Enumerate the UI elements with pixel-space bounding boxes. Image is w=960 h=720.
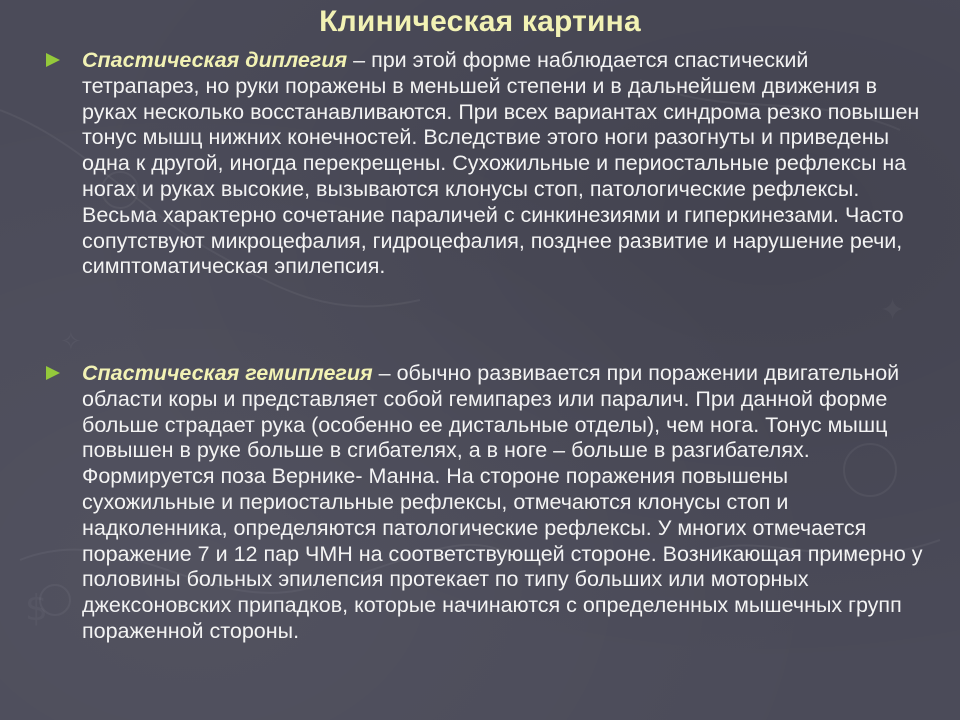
bullet-term: Спастическая гемиплегия (82, 361, 373, 385)
bullet-item-spastic-hemiplegia (46, 361, 926, 645)
green-triangle-bullet-icon (46, 53, 60, 67)
bullet-text: – обычно развивается при поражении двигательной области коры и представляет собой гемипарез или паралич. При данной форме больше страдает рука (особенно ее дистальные отделы), чем нога. Тонус мышц повышен в руке больше в сгибателях, а в ноге – больше в разгибателях. Формируется поза Вернике- Манна. На стороне поражения повышены сухожильные и периостальные рефлексы, отмечаются клонусы стоп и надколенника, определяются патологические рефлексы. У многих отмечается поражение 7 и 12 пар ЧМН на соответствующей стороне. Возникающая примерно у половины больных эпилепсия протекает по типу больших или моторных джексоновских припадков, которые начинаются с определенных мышечных групп пораженной стороны. (82, 361, 923, 643)
slide-title: Клиническая картина (319, 5, 641, 38)
bullet-paragraph (82, 361, 926, 645)
green-triangle-bullet-icon (46, 366, 60, 380)
bullet-paragraph (82, 48, 926, 280)
bullet-term: Спастическая диплегия (82, 48, 348, 72)
bullet-text: – при этой форме наблюдается спастический тетрапарез, но руки поражены в меньшей степени и в дальнейшем движения в руках несколько восстанавливаются. При всех вариантах синдрома резко повышен тонус мышц нижних конечностей. Вследствие этого ноги разогнуты и приведены одна к другой, иногда перекрещены. Сухожильные и периостальные рефлексы на ногах и руках высокие, вызываются клонусы стоп, патологические рефлексы. Весьма характерно сочетание параличей с синкинезиями и гиперкинезами. Часто сопутствуют микроцефалия, гидроцефалия, позднее развитие и нарушение речи, симптоматическая эпилепсия. (82, 48, 920, 279)
bullet-item-spastic-diplegia (46, 48, 926, 280)
